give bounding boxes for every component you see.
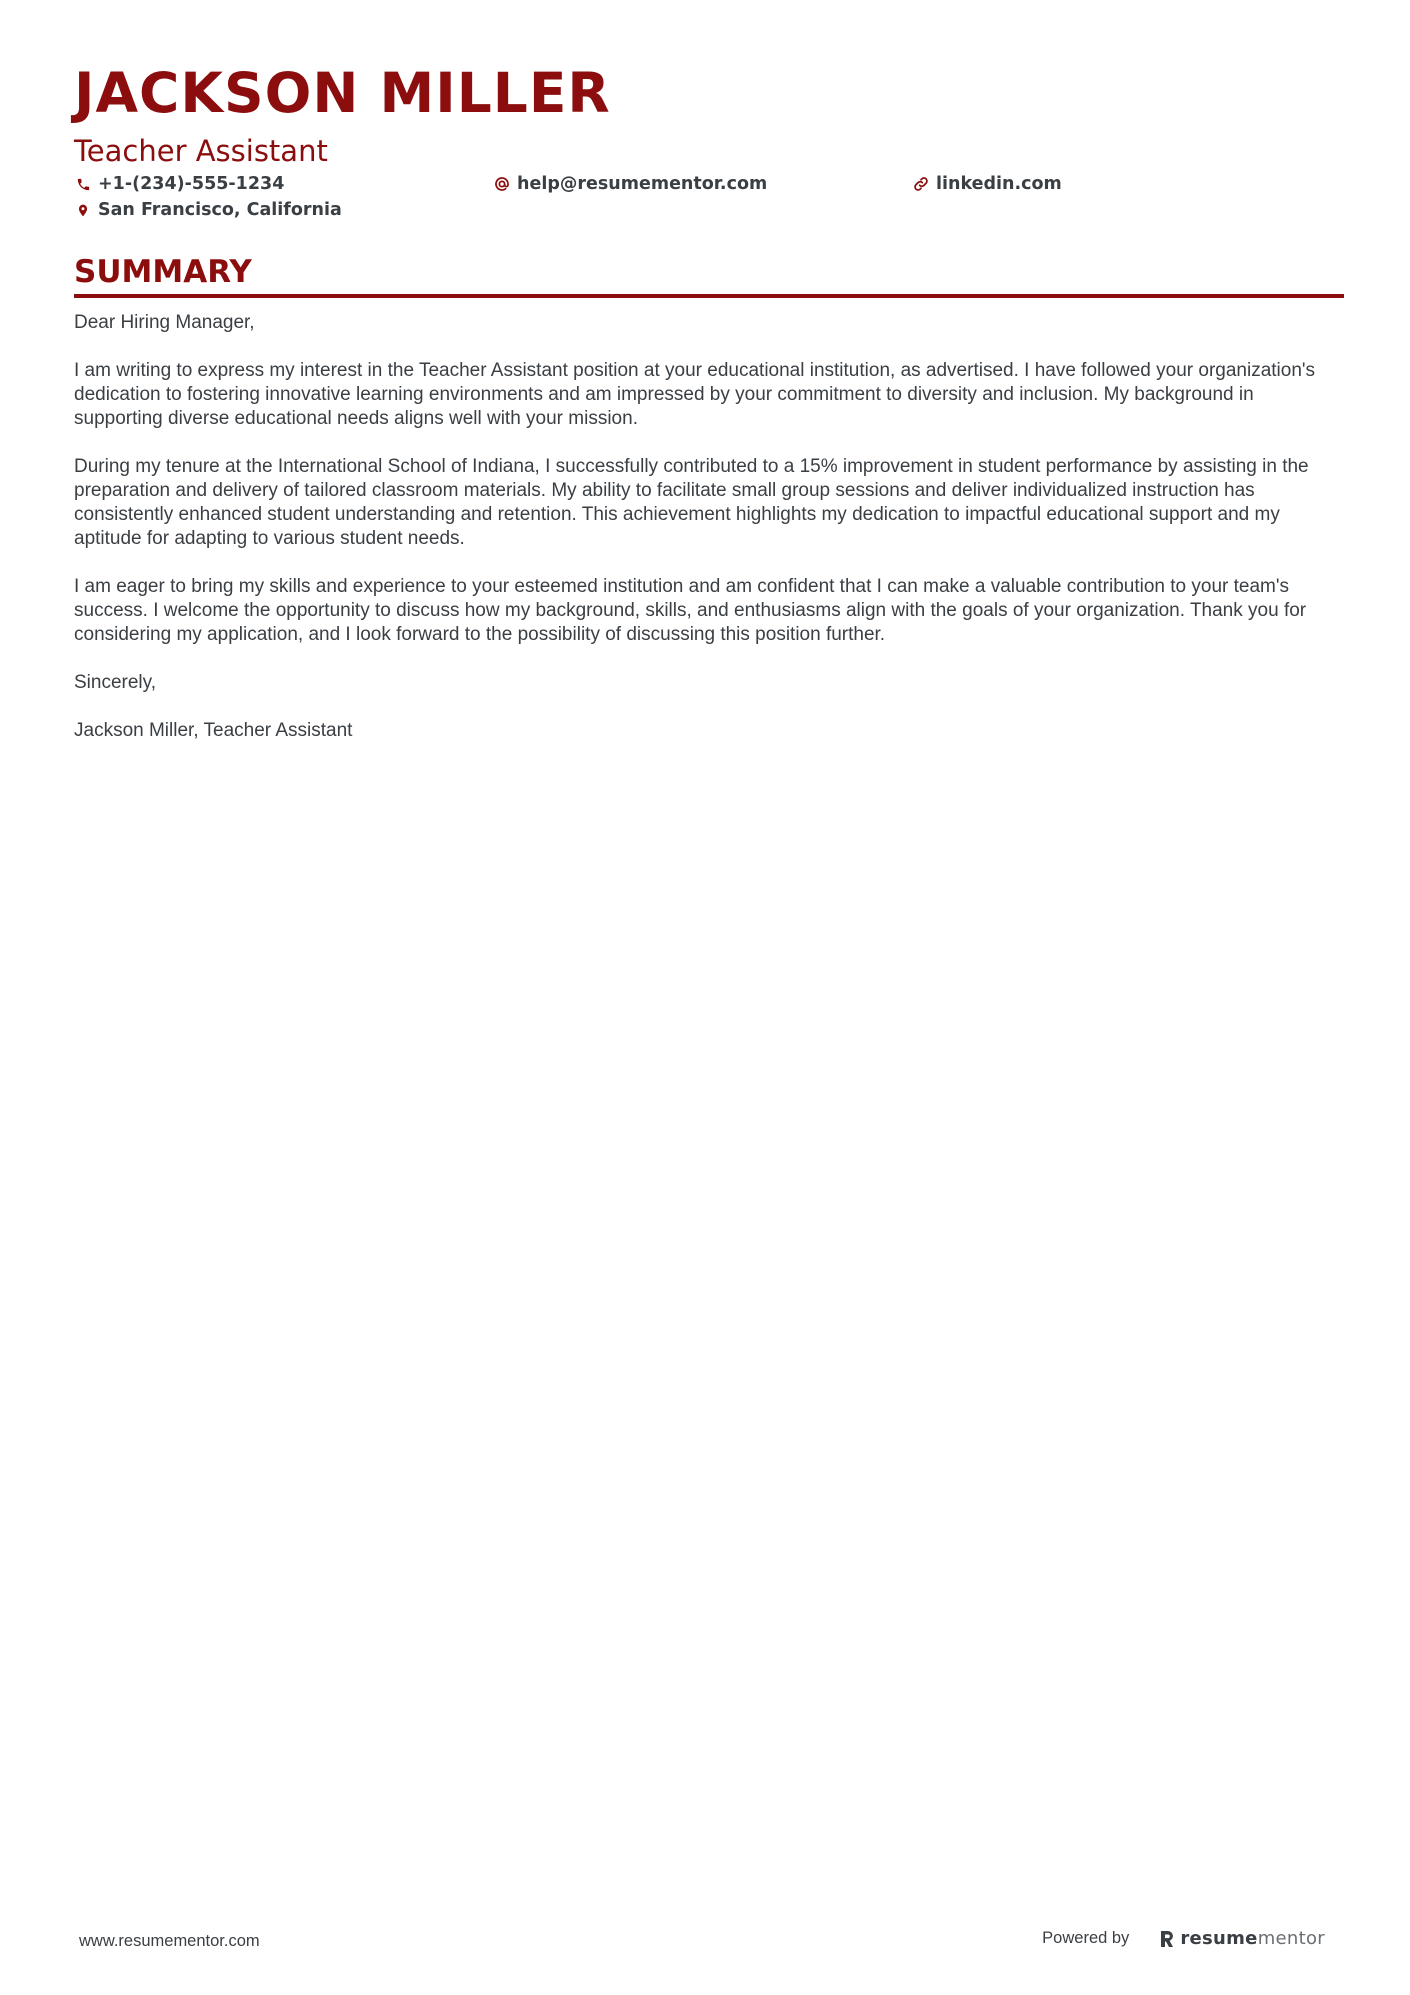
resumementor-logo[interactable] [1159, 1928, 1325, 1949]
letter-salutation: Dear Hiring Manager, [74, 312, 255, 333]
contact-info [74, 174, 1344, 226]
candidate-name: JACKSON MILLER [74, 61, 611, 125]
summary-heading: SUMMARY [74, 257, 1344, 298]
letter-body [74, 311, 1344, 743]
location-text: San Francisco, California [98, 200, 342, 220]
link-icon [912, 175, 930, 193]
cover-letter-page [74, 58, 1344, 767]
phone-icon [74, 175, 92, 193]
phone-text: +1-(234)-555-1234 [98, 174, 285, 194]
letter-paragraph: I am writing to express my interest in the Teacher Assistant position at your educational institution, as advertised. I have followed your organization's dedication to fostering innovative learning environments and am impressed by your commitment to diversity and inclusion. My background in supporting diverse educational needs aligns well with your mission. [74, 360, 1316, 429]
brand-text-mentor: mentor [1257, 1928, 1325, 1949]
contact-linkedin[interactable] [912, 174, 1062, 194]
footer-website-link[interactable]: www.resumementor.com [79, 1932, 260, 1950]
letter-closing: Sincerely, [74, 672, 157, 693]
contact-email[interactable] [493, 174, 767, 194]
email-text: help@resumementor.com [517, 174, 768, 194]
resumementor-logo-icon [1159, 1929, 1175, 1949]
letter-signature: Jackson Miller, Teacher Assistant [74, 720, 353, 741]
powered-by-label: Powered by [1042, 1929, 1130, 1947]
footer-powered-by [1042, 1928, 1325, 1949]
contact-location [74, 200, 342, 220]
map-pin-icon [74, 201, 92, 219]
contact-phone[interactable] [74, 174, 284, 194]
linkedin-text: linkedin.com [936, 174, 1062, 194]
letter-paragraph: During my tenure at the International School of Indiana, I successfully contributed to a 15% improvement in student performance by assisting in the preparation and delivery of tailored classroom materials. My ability to facilitate small group sessions and deliver individualized instruction has consistently enhanced student understanding and retention. This achievement highlights my dedication to impactful educational support and my aptitude for adapting to various student needs. [74, 456, 1309, 549]
brand-text-resume: resume [1180, 1928, 1258, 1949]
candidate-role: Teacher Assistant [74, 134, 328, 168]
at-icon [493, 175, 511, 193]
letter-paragraph: I am eager to bring my skills and experience to your esteemed institution and am confident that I can make a valuable contribution to your team's success. I welcome the opportunity to discuss how my background, skills, and enthusiasms align with the goals of your organization. Thank you for considering my application, and I look forward to the possibility of discussing this position further. [74, 576, 1307, 645]
